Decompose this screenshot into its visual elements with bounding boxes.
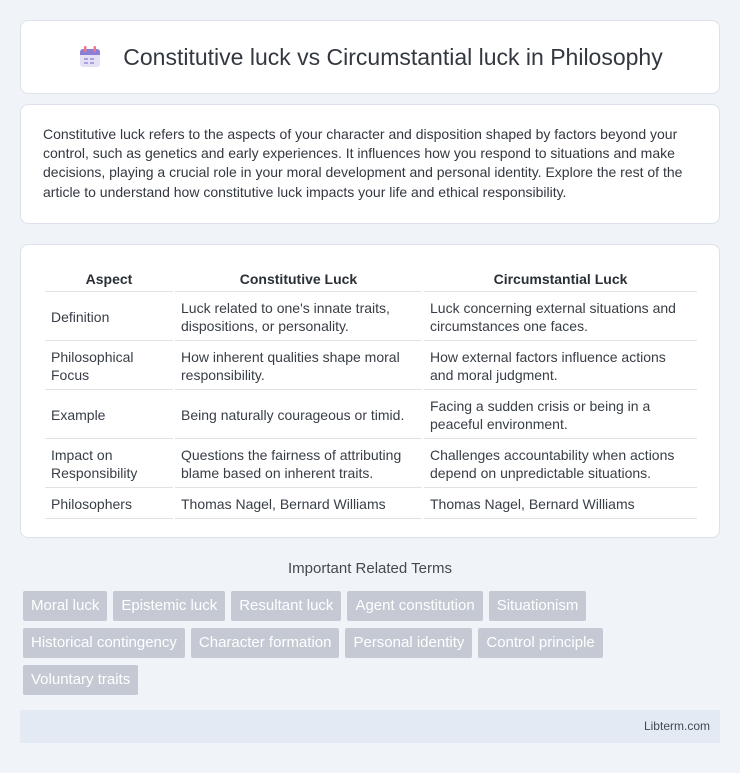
cell-aspect: Example bbox=[45, 392, 173, 439]
tag-epistemic-luck[interactable]: Epistemic luck bbox=[113, 591, 225, 621]
cell-aspect: Philosophers bbox=[45, 490, 173, 519]
title-card bbox=[20, 20, 720, 94]
cell-constitutive: Thomas Nagel, Bernard Williams bbox=[175, 490, 422, 519]
table-header-row bbox=[45, 269, 697, 292]
tag-moral-luck[interactable]: Moral luck bbox=[23, 591, 107, 621]
cell-constitutive: Being naturally courageous or timid. bbox=[175, 392, 422, 439]
tag-historical-contingency[interactable]: Historical contingency bbox=[23, 628, 185, 658]
intro-paragraph: Constitutive luck refers to the aspects of your character and disposition shaped by factors beyond your control, such as genetics and early experiences. It influences how you respond to situations and make decisions, playing a crucial role in your moral development and personal identity. Explore the rest of the article to understand how constitutive luck impacts your life and ethical responsibility. bbox=[43, 126, 683, 200]
tag-personal-identity[interactable]: Personal identity bbox=[345, 628, 472, 658]
table-row bbox=[45, 392, 697, 439]
related-terms-title: Important Related Terms bbox=[288, 560, 452, 577]
tag-resultant-luck[interactable]: Resultant luck bbox=[231, 591, 341, 621]
tag-character-formation[interactable]: Character formation bbox=[191, 628, 340, 658]
cell-constitutive: Luck related to one's innate traits, dispositions, or personality. bbox=[175, 294, 422, 341]
table-row bbox=[45, 343, 697, 390]
header-constitutive-luck: Constitutive Luck bbox=[175, 269, 422, 292]
tag-voluntary-traits[interactable]: Voluntary traits bbox=[23, 665, 138, 695]
cell-circumstantial: Facing a sudden crisis or being in a peaceful environment. bbox=[424, 392, 697, 439]
cell-aspect: Philosophical Focus bbox=[45, 343, 173, 390]
related-terms-list bbox=[23, 591, 723, 695]
page-title: Constitutive luck vs Circumstantial luck in Philosophy bbox=[123, 43, 663, 70]
footer bbox=[20, 710, 720, 743]
cell-constitutive: Questions the fairness of attributing blame based on inherent traits. bbox=[175, 441, 422, 488]
cell-circumstantial: Thomas Nagel, Bernard Williams bbox=[424, 490, 697, 519]
calendar-icon bbox=[77, 44, 103, 70]
comparison-card bbox=[20, 244, 720, 538]
comparison-table bbox=[43, 267, 699, 521]
tag-situationism[interactable]: Situationism bbox=[489, 591, 587, 621]
tag-control-principle[interactable]: Control principle bbox=[478, 628, 602, 658]
tag-agent-constitution[interactable]: Agent constitution bbox=[347, 591, 482, 621]
table-row bbox=[45, 294, 697, 341]
cell-circumstantial: Challenges accountability when actions depend on unpredictable situations. bbox=[424, 441, 697, 488]
cell-circumstantial: Luck concerning external situations and circumstances one faces. bbox=[424, 294, 697, 341]
cell-aspect: Impact on Responsibility bbox=[45, 441, 173, 488]
cell-aspect: Definition bbox=[45, 294, 173, 341]
intro-card bbox=[20, 104, 720, 224]
table-row bbox=[45, 490, 697, 519]
header-aspect: Aspect bbox=[45, 269, 173, 292]
cell-circumstantial: How external factors influence actions and moral judgment. bbox=[424, 343, 697, 390]
footer-brand-link[interactable]: Libterm.com bbox=[643, 719, 710, 733]
header-circumstantial-luck: Circumstantial Luck bbox=[424, 269, 697, 292]
cell-constitutive: How inherent qualities shape moral responsibility. bbox=[175, 343, 422, 390]
table-row bbox=[45, 441, 697, 488]
